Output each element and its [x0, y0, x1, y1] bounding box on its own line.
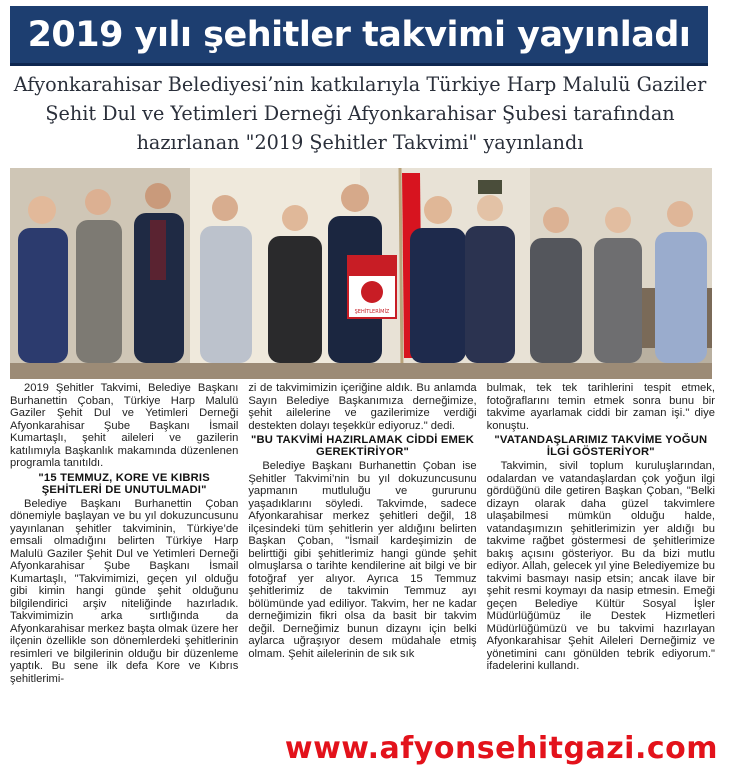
- column-2: [248, 382, 476, 768]
- paragraph: zi de takvimimizin içeriğine aldık. Bu anlamda Sayın Belediye Başkanımıza derneğimize, şehit ailelerine ve gazilerimize verdiği destekten dolayı teşekkür ediyoruz." dedi.: [248, 382, 477, 432]
- section-heading: "VATANDAŞLARIMIZ TAKVİME YOĞUN İLGİ GÖSTERİYOR": [494, 434, 708, 458]
- paragraph: Belediye Başkanı Burhanettin Çoban dönemiyle başlayan ve bu yıl dokuzuncusunu yayınlanan şehitler takviminin, Türkiye’de emsali olmadığını belirten Türkiye Harp Malulü Gaziler Şehit Dul ve Yetimleri Derneği Afyonkarahisar Şube Başkanı İsmail Kumartaşlı, "Takvimimizi, geçen yıl olduğu gibi kimin hangi günde şehit olduğunu bilgilendirici arşiv niteliğinde hazırladık. Takvimimizin arka sırtlığında da Afyonkarahisar merkez başta olmak üzere her ilçenin özellikle son dönemlerdeki şehitlerinin resimleri ve bilgilerinin olduğu bir düzenleme yaptık. Bu sene ilk defa Kore ve Kıbrıs şehitlerimi-: [10, 497, 239, 685]
- subheadline: Afyonkarahisar Belediyesi’nin katkılarıyla Türkiye Harp Malulü Gaziler Şehit Dul ve Yetimleri Derneği Afyonkarahisar Şubesi tarafından hazırlanan "2019 Şehitler Takvimi" yayınlandı: [13, 73, 707, 154]
- paragraph: Belediye Başkanı Burhanettin Çoban ise Şehitler Takvimi’nin bu yıl dokuzuncusunu yapmanın mutluluğu ve gururunu yaşadıklarını söyledi. Takvimde, sadece Afyonkarahisar merkez şehitleri değil, 18 ilçesindeki tüm şehitlerin yer aldığını belirten Başkan Çoban, "İsmail kardeşimizin de belirttiği gibi şehitlerimiz hangi günde şehit olmuşlarsa o tarihte kendilerine ait bilgi ve bir fotoğraf yer alıyor. Ayrıca 15 Temmuz şehitlerimiz de takvimin Temmuz ayı bölümünde yad ediliyor. Takvim, her ne kadar derneğimizin fikri olsa da basit bir takvim değil. Derneğimiz bunun dizaynı için belki aylarca uğraşıyor desem müdahale etmiş olmam. Şehit ailelerinin de sık sık: [248, 460, 477, 660]
- column-1: [10, 382, 238, 768]
- paragraph: bulmak, tek tek tarihlerini tespit etmek, fotoğraflarını temin etmek sonra bunu bir takvime ayarlamak ciddi bir zaman işi." diye konuştu.: [486, 382, 715, 432]
- column-3: [487, 382, 715, 768]
- article-body: [10, 382, 715, 768]
- section-heading: "15 TEMMUZ, KORE VE KIBRIS ŞEHİTLERİ DE UNUTULMADI": [38, 471, 210, 496]
- group-photo: [10, 168, 712, 379]
- paragraph: Takvimin, sivil toplum kuruluşlarından, odalardan ve vatandaşlardan çok yoğun ilgi gördüğünü dile getiren Başkan Çoban, "Belki dizayn olarak daha güzel takvimlere ulaşabilmesi mümkün olduğu halde, vatandaşımızın şehitlerimizin yer aldığı bu takvime rağbet göstermesi de şehitlerimize bakış açısını gösteriyor. Bu da bizi mutlu ediyor. Allah, gelecek yıl yine Belediyemize bu takvimi basmayı nasip etsin; ancak ilave bir şehit resmi koymayı da nasip etmesin. Emeği geçen Belediye Kültür Sosyal İşler Müdürlüğümüz ile Destek Hizmetleri Müdürlüğümüzü ve bu takvimi hazırlayan Afyonkarahisar Şehit Aileleri Derneğimiz ve yönetimini canı gönülden tebrik ediyorum." ifadelerini kullandı.: [486, 460, 715, 672]
- paragraph: 2019 Şehitler Takvimi, Belediye Başkanı Burhanettin Çoban, Türkiye Harp Malulü Gaziler Şehit Dul ve Yetimleri Derneği Afyonkarahisar Şube Başkanı İsmail Kumartaşlı, şehit aileleri ve gazilerin katılımıyla Başkanlık makamında düzenlenen programla tanıtıldı.: [10, 382, 239, 469]
- website-watermark: www.afyonsehitgazi.com: [284, 731, 718, 766]
- calendar-text: ŞEHİTLERİMİZ: [354, 309, 390, 315]
- headline: 2019 yılı şehitler takvimi yayınladı: [27, 14, 691, 55]
- section-heading: "BU TAKVİMİ HAZIRLAMAK CİDDİ EMEK GEREKTİRİYOR": [250, 434, 474, 458]
- headline-banner: [10, 6, 708, 66]
